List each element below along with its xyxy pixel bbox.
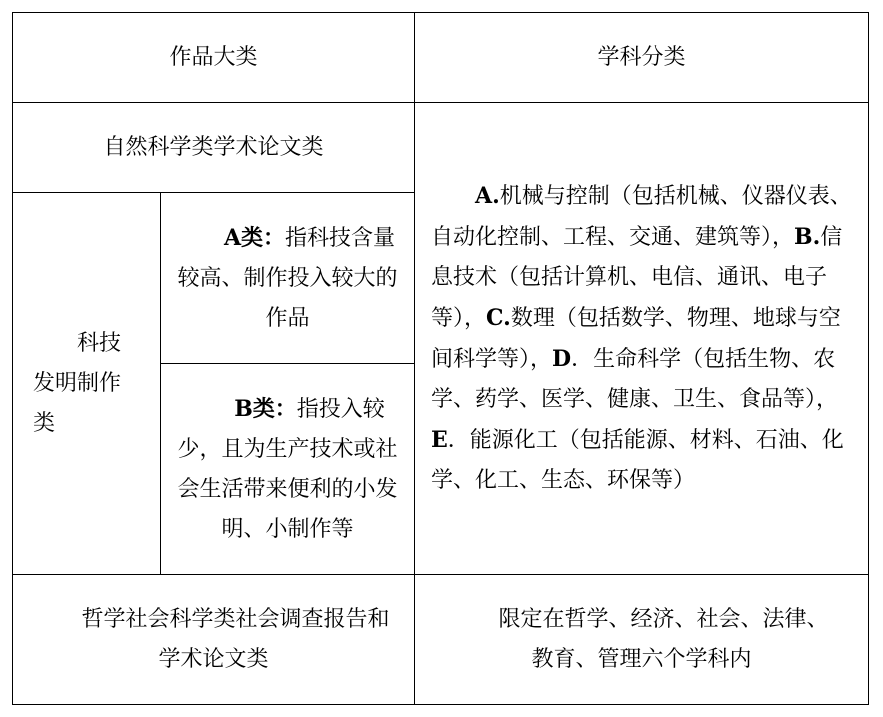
- disciplines-text: [431, 176, 852, 501]
- social-science-category-cell: [12, 574, 415, 705]
- disciplines-cell: [414, 102, 869, 575]
- tech-invention-label: 科技发明制作类: [33, 330, 122, 436]
- discipline-e-code: E: [431, 427, 448, 453]
- natural-science-category-cell: [12, 102, 415, 193]
- discipline-a-code: A.: [475, 183, 500, 209]
- discipline-d-text: ．生命科学（包括生物、农学、药学、医学、健康、卫生、食品等），: [431, 347, 839, 412]
- discipline-b-code: B.: [794, 224, 821, 250]
- tech-invention-category-cell: [12, 192, 161, 575]
- social-science-scope: 限定在哲学、经济、社会、法律、教育、管理六个学科内: [498, 606, 829, 672]
- social-science-scope-cell: [414, 574, 869, 705]
- discipline-d-code: D: [552, 346, 572, 372]
- tech-class-a-desc: 指科技含量较高、制作投入较大的作品: [177, 225, 398, 331]
- header-col-discipline: [414, 12, 869, 103]
- discipline-a-text: 机械与控制（包括机械、仪器仪表、自动化控制、工程、交通、建筑等），: [431, 184, 852, 250]
- tech-class-b-text: [171, 389, 404, 550]
- tech-class-a-prefix: A类：: [223, 224, 286, 251]
- header-col-category: [12, 12, 415, 103]
- discipline-c-text: 数理（包括数学、物理、地球与空间科学等），: [431, 306, 841, 372]
- tech-class-a-cell: [160, 192, 415, 364]
- tech-class-b-desc: 指投入较少，且为生产技术或社会生活带来便利的小发明、小制作等: [177, 396, 398, 542]
- tech-class-b-cell: [160, 363, 415, 575]
- natural-science-label: 自然科学类学术论文类: [103, 134, 324, 160]
- discipline-b-text: 信息技术（包括计算机、电信、通讯、电子等），: [431, 225, 843, 331]
- discipline-c-code: C.: [486, 305, 511, 331]
- social-science-label: 哲学社会科学类社会调查报告和学术论文类: [81, 606, 390, 672]
- tech-class-b-prefix: B类：: [234, 395, 297, 422]
- header-discipline-label: 学科分类: [597, 44, 686, 70]
- header-category-label: 作品大类: [169, 44, 258, 70]
- tech-class-a-text: [171, 218, 404, 339]
- discipline-e-text: ．能源化工（包括能源、材料、石油、化学、化工、生态、环保等）: [431, 428, 844, 493]
